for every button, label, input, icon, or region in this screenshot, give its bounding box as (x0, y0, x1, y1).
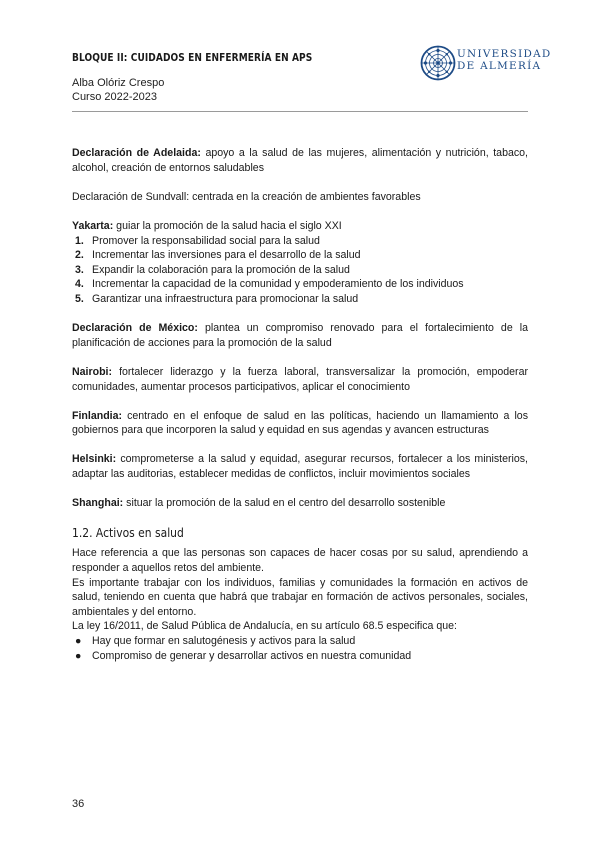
list-item (72, 277, 528, 292)
logo-line-1: UNIVERSIDAD (457, 48, 552, 60)
list-text: Expandir la colaboración para la promoción de la salud (92, 263, 350, 276)
paragraph-sundvall: Declaración de Sundvall: centrada en la creación de ambientes favorables (72, 190, 421, 203)
text-shanghai: situar la promoción de la salud en el centro del desarrollo sostenible (123, 497, 446, 510)
term-mexico: Declaración de México: (72, 322, 198, 335)
list-item (72, 234, 528, 249)
list-item (72, 248, 528, 263)
list-item (72, 263, 528, 278)
section-paragraph-3: La ley 16/2011, de Salud Pública de Andalucía, en su artículo 68.5 especifica que: (72, 620, 457, 633)
list-text: Garantizar una infraestructura para promocionar la salud (92, 292, 359, 305)
logo-line-2: DE ALMERÍA (457, 60, 542, 72)
block-title: BLOQUE II: CUIDADOS EN ENFERMERÍA EN APS (72, 52, 313, 64)
section-paragraph-1: Hace referencia a que las personas son capaces de hacer cosas por su salud, aprendiendo a responder a aquellos retos del ambiente. (72, 547, 528, 575)
list-number: 1. (75, 234, 84, 247)
paragraph-adelaida (72, 146, 528, 175)
list-number: 3. (75, 263, 84, 276)
list-number: 2. (75, 249, 84, 262)
paragraph-yakarta (72, 219, 528, 234)
paragraph-shanghai (72, 496, 528, 511)
page-number: 36 (72, 798, 85, 810)
page-header (72, 52, 351, 104)
term-nairobi: Nairobi: (72, 365, 113, 378)
paragraph-nairobi (72, 365, 528, 394)
bullet-list (72, 634, 528, 663)
paragraph-helsinki (72, 452, 528, 481)
paragraph-mexico (72, 321, 528, 350)
list-item (72, 634, 528, 649)
text-adelaida: apoyo a la salud de las mujeres, alimentación y nutrición, tabaco, alcohol, creación de entornos saludables (72, 147, 528, 174)
list-number: 5. (75, 292, 84, 305)
bullet-icon: ● (75, 635, 82, 647)
list-text: Incrementar la capacidad de la comunidad y empoderamiento de los individuos (92, 278, 464, 291)
list-text: Promover la responsabilidad social para la salud (92, 234, 320, 247)
text-yakarta: guiar la promoción de la salud hacia el siglo XXI (113, 219, 342, 232)
term-helsinki: Helsinki: (72, 453, 117, 466)
list-text: Hay que formar en salutogénesis y activos para la salud (92, 635, 356, 647)
term-yakarta: Yakarta: (72, 219, 114, 232)
list-number: 4. (75, 278, 84, 291)
text-helsinki: comprometerse a la salud y equidad, asegurar recursos, fortalecer a los ministerios, adaptar las auditorias, establecer medidas de conflictos, incluir movimientos sociales (72, 453, 528, 481)
paragraph-finlandia (72, 409, 528, 438)
text-finlandia: centrado en el enfoque de salud en las políticas, haciendo un llamamiento a los gobiernos para que incorporen la salud y equidad en sus agendas y avancen estructuras (72, 409, 528, 437)
text-mexico: plantea un compromiso renovado para el fortalecimiento de la planificación de acciones para la promoción de la salud (72, 322, 528, 349)
university-name (457, 48, 552, 72)
term-finlandia: Finlandia: (72, 409, 123, 422)
university-seal-icon (420, 45, 456, 81)
list-text: Incrementar las inversiones para el desarrollo de la salud (92, 249, 361, 262)
author-name: Alba Olóriz Crespo (72, 77, 165, 89)
term-shanghai: Shanghai: (72, 497, 124, 510)
list-text: Compromiso de generar y desarrollar activos en nuestra comunidad (92, 649, 412, 662)
header-divider (72, 111, 528, 112)
section-heading: 1.2. Activos en salud (72, 524, 184, 540)
section-paragraph-2: Es importante trabajar con los individuos, familias y comunidades la formación en activos de salud, teniendo en cuenta que habrá que trabajar en formación de activos personales, sociales, ambientales y del entorno. (72, 576, 528, 618)
university-logo (420, 42, 552, 84)
list-item (72, 292, 528, 307)
course-year: Curso 2022-2023 (72, 91, 158, 103)
term-adelaida: Declaración de Adelaida: (72, 147, 201, 159)
page-body (72, 146, 528, 663)
bullet-icon: ● (75, 649, 82, 662)
text-nairobi: fortalecer liderazgo y la fuerza laboral, transversalizar la promoción, empoderar comunidades, aumentar procesos participativos, aplicar el conocimiento (72, 365, 528, 393)
list-item (72, 649, 528, 664)
yakarta-list (72, 234, 528, 307)
